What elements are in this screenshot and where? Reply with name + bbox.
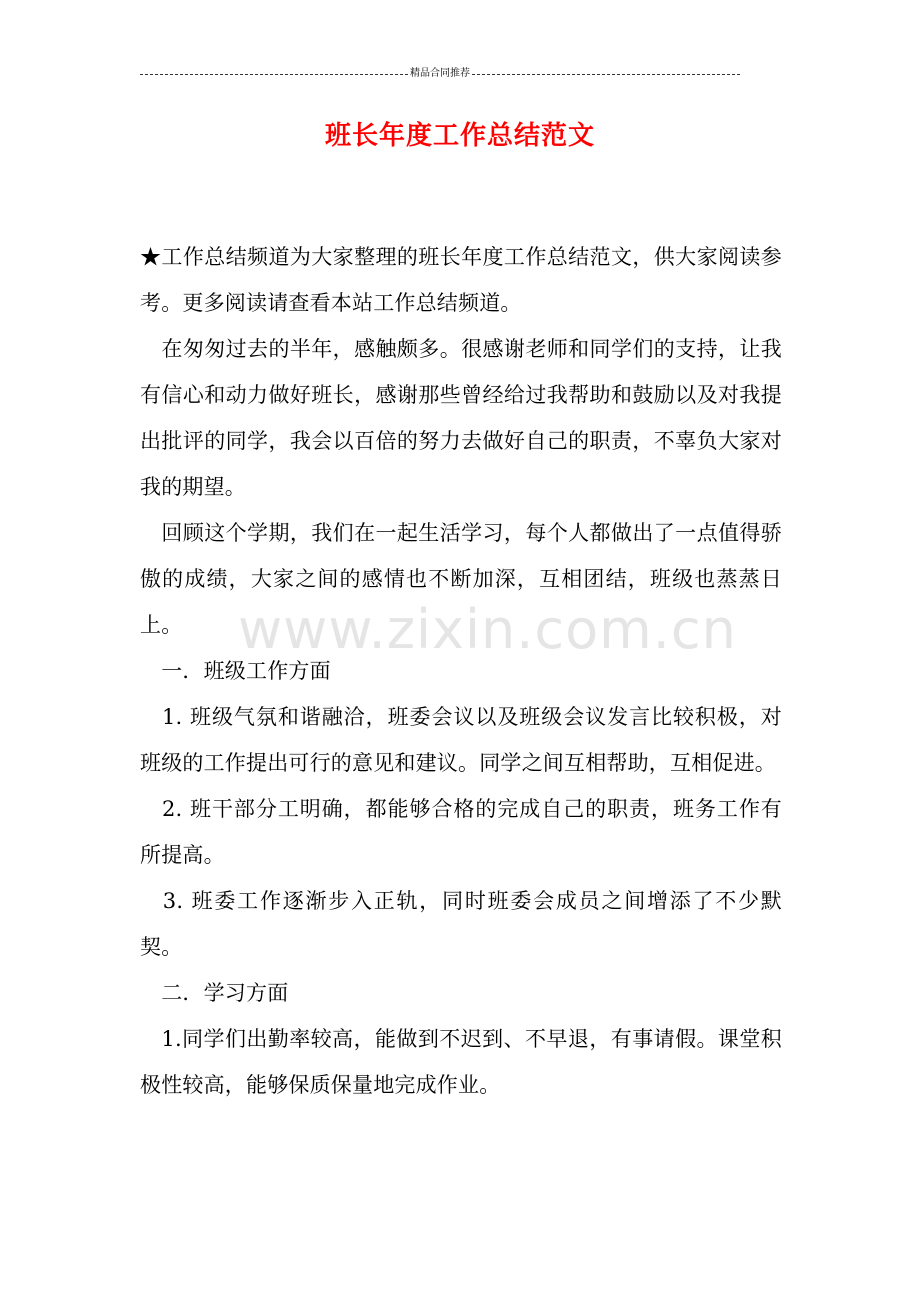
document-body [140, 234, 782, 1108]
list-item: 1. 班级气氛和谐融洽，班委会议以及班级会议发言比较积极，对班级的工作提出可行的意见和建议。同学之间互相帮助，互相促进。 [140, 705, 782, 775]
page-header [140, 67, 740, 81]
list-item: 2. 班干部分工明确，都能够合格的完成自己的职责，班务工作有所提高。 [140, 797, 782, 867]
watermark: www.zixin.com.cn [238, 598, 737, 661]
section-heading-class-work: 一．班级工作方面 [140, 659, 331, 683]
list-item: 3. 班委工作逐渐步入正轨，同时班委会成员之间增添了不少默契。 [140, 889, 782, 959]
header-dash-left [140, 74, 408, 75]
paragraph-reflection: 在匆匆过去的半年，感触颇多。很感谢老师和同学们的支持，让我有信心和动力做好班长，感谢那些曾经给过我帮助和鼓励以及对我提出批评的同学，我会以百倍的努力去做好自己的职责，不辜负大家对我的期望。 [140, 337, 782, 499]
section-heading-study: 二．学习方面 [140, 981, 289, 1005]
paragraph-review: 回顾这个学期，我们在一起生活学习，每个人都做出了一点值得骄傲的成绩，大家之间的感情也不断加深，互相团结，班级也蒸蒸日上。 [140, 521, 782, 637]
document-title: 班长年度工作总结范文 [324, 121, 595, 151]
list-item: 1.同学们出勤率较高，能做到不迟到、不早退，有事请假。课堂积极性较高，能够保质保量地完成作业。 [140, 1027, 782, 1097]
header-label: 精品合同推荐 [410, 68, 470, 79]
header-dash-right [472, 74, 740, 75]
intro-paragraph: ★工作总结频道为大家整理的班长年度工作总结范文，供大家阅读参考。更多阅读请查看本站工作总结频道。 [140, 245, 782, 315]
